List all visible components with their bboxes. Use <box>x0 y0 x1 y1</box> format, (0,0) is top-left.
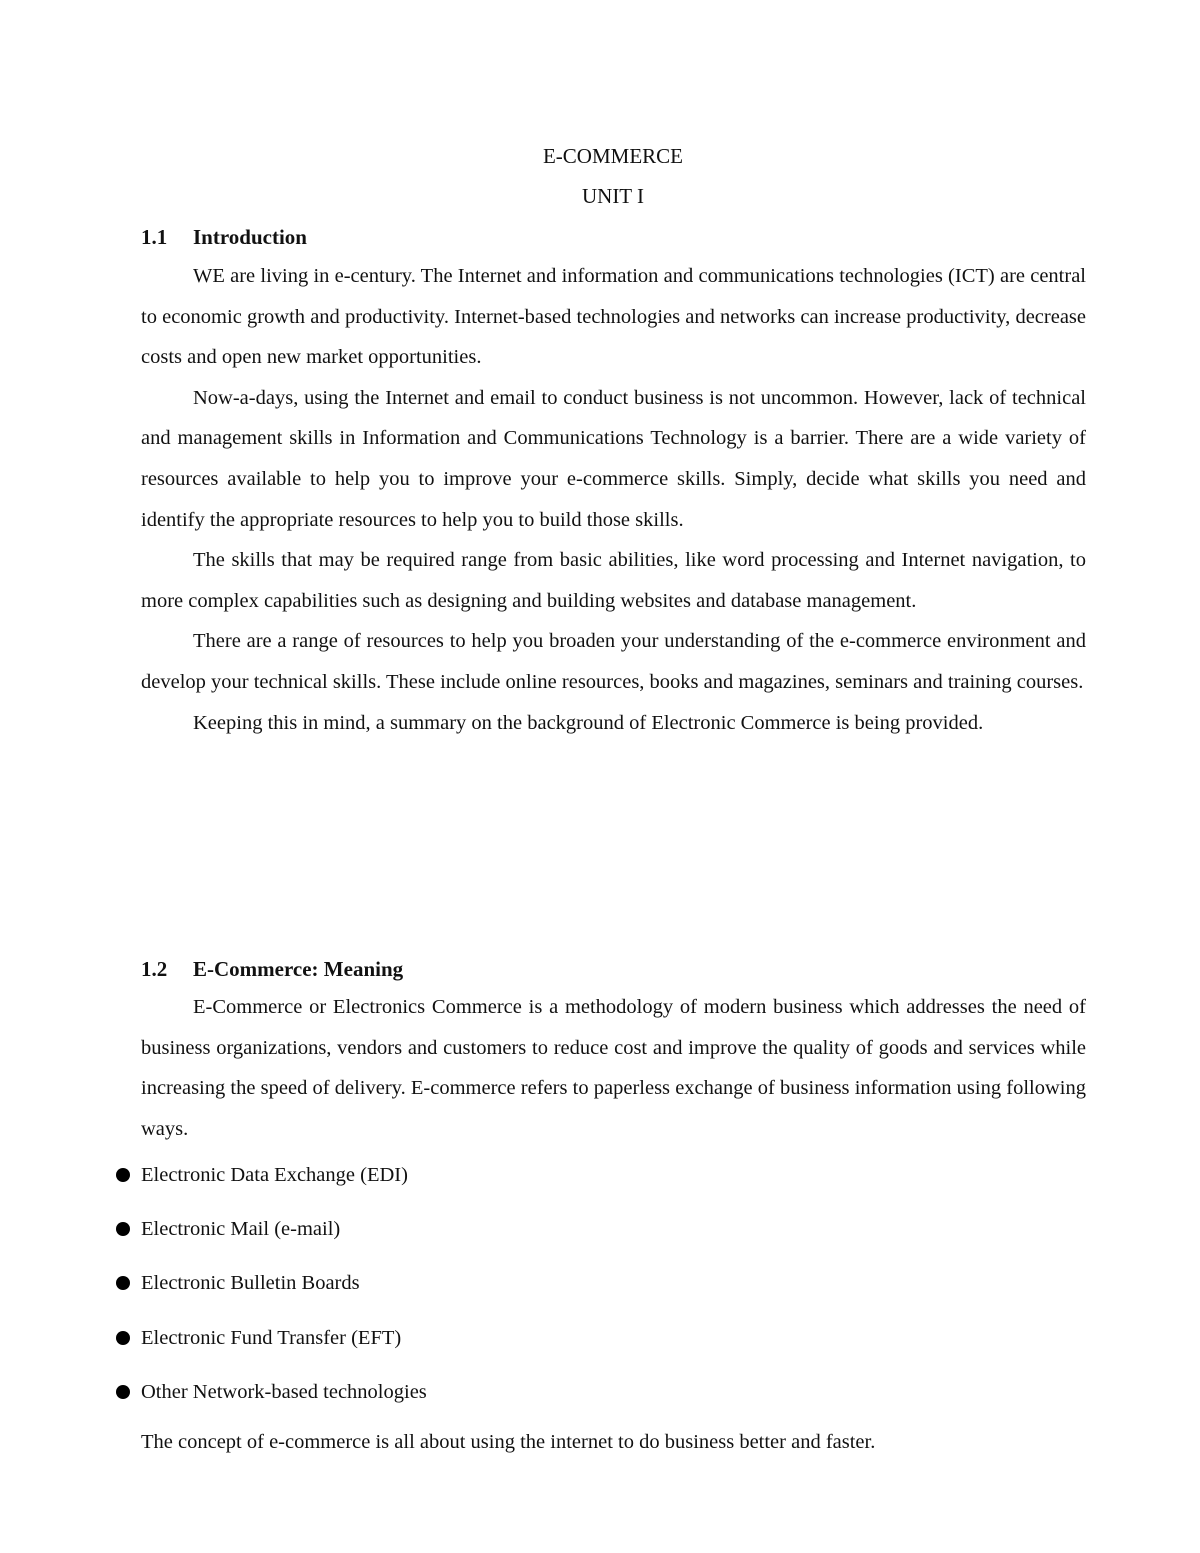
list-item <box>116 1380 427 1404</box>
section-heading-meaning <box>141 957 403 981</box>
meaning-body <box>141 987 1086 1149</box>
section-number: 1.1 <box>141 225 168 249</box>
paragraph: There are a range of resources to help you broaden your understanding of the e-commerce environment and develop your technical skills. These include online resources, books and magazines, seminars and training courses. <box>141 630 1086 693</box>
list-item <box>116 1217 340 1241</box>
section-title: Introduction <box>193 225 307 249</box>
list-item-text: Electronic Bulletin Boards <box>141 1272 360 1294</box>
bullet-icon <box>116 1276 130 1290</box>
list-item-text: Other Network-based technologies <box>141 1381 427 1403</box>
section-title: E-Commerce: Meaning <box>193 957 404 981</box>
section-heading-introduction <box>141 225 307 249</box>
list-item <box>116 1163 408 1187</box>
list-item-text: Electronic Data Exchange (EDI) <box>141 1164 408 1186</box>
paragraph: The skills that may be required range from basic abilities, like word processing and Internet navigation, to more complex capabilities such as designing and building websites and database management. <box>141 549 1086 612</box>
paragraph: E-Commerce or Electronics Commerce is a methodology of modern business which addresses the need of business organizations, vendors and customers to reduce cost and improve the quality of goods and services while increasing the speed of delivery. E-commerce refers to paperless exchange of business information using following ways. <box>141 996 1086 1140</box>
paragraph: WE are living in e-century. The Internet and information and communications technologies (ICT) are central to economic growth and productivity. Internet-based technologies and networks can increase productivity, decrease costs and open new market opportunities. <box>141 265 1086 369</box>
closing-sentence: The concept of e-commerce is all about using the internet to do business better and faster. <box>141 1431 876 1453</box>
section-number: 1.2 <box>141 957 168 981</box>
document-title: E-COMMERCE <box>542 144 683 168</box>
paragraph: Keeping this in mind, a summary on the background of Electronic Commerce is being provided. <box>193 711 984 734</box>
bullet-icon <box>116 1168 130 1182</box>
unit-title: UNIT I <box>581 184 644 208</box>
list-item-text: Electronic Mail (e-mail) <box>141 1218 341 1240</box>
bullet-icon <box>116 1222 130 1236</box>
list-item <box>116 1326 401 1350</box>
bullet-icon <box>116 1331 130 1345</box>
introduction-body <box>141 256 1086 743</box>
list-item-text: Electronic Fund Transfer (EFT) <box>141 1327 402 1349</box>
list-item <box>116 1271 360 1295</box>
paragraph: Now-a-days, using the Internet and email to conduct business is not uncommon. However, lack of technical and management skills in Information and Communications Technology is a barrier. There are a wide variety of resources available to help you to improve your e-commerce skills. Simply, decide what skills you need and identify the appropriate resources to help you to build those skills. <box>141 386 1086 531</box>
bullet-icon <box>116 1385 130 1399</box>
